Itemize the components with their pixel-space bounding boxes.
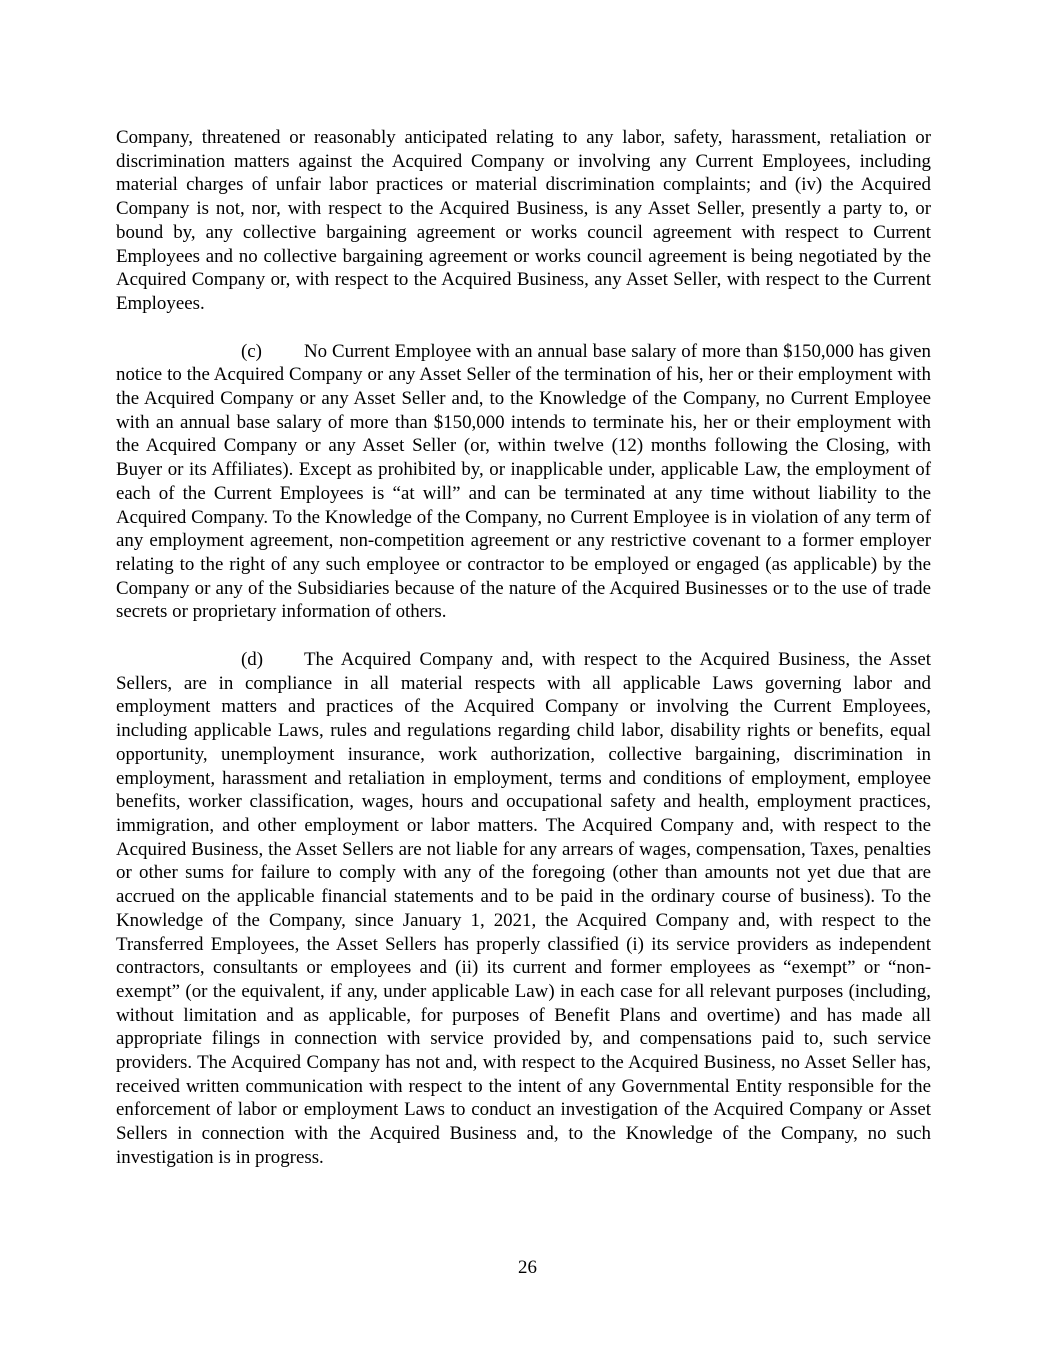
- paragraph-label: (c): [241, 340, 262, 362]
- paragraph-text: Company, threatened or reasonably anticipated relating to any labor, safety, harassment, retaliation or discrimination matters against the Acquired Company or involving any Current Employees, including material charges of unfair labor practices or material discrimination complaints; and (iv) the Acquired Company is not, nor, with respect to the Acquired Business, is any Asset Seller, presently a party to, or bound by, any collective bargaining agreement or works council agreement with respect to Current Employees and no collective bargaining agreement or works council agreement is being negotiated by the Acquired Company or, with respect to the Acquired Business, any Asset Seller, with respect to the Current Employees.: [116, 127, 931, 314]
- paragraph-label: (d): [241, 649, 264, 671]
- paragraph-text: No Current Employee with an annual base salary of more than $150,000 has given notice to the Acquired Company or any Asset Seller of the termination of his, her or their employment with the Acquired Company or any Asset Seller and, to the Knowledge of the Company, no Current Employee with an annual base salary of more than $150,000 intends to terminate his, her or their employment with the Acquired Company or any Asset Seller (or, within twelve (12) months following the Closing, with Buyer or its Affiliates). Except as prohibited by, or inapplicable under, applicable Law, the employment of each of the Current Employees is “at will” and can be terminated at any time without liability to the Acquired Company. To the Knowledge of the Company, no Current Employee is in violation of any term of any employment agreement, non-competition agreement or any restrictive covenant to a former employer relating to the right of any such employee or contractor to be employed or engaged (as applicable) by the Company or any of the Subsidiaries because of the nature of the Acquired Businesses or to the use of trade secrets or proprietary information of others.: [116, 340, 931, 623]
- paragraph-c: [116, 340, 931, 624]
- page-number: 26: [518, 1257, 537, 1278]
- paragraph-continuation: [116, 126, 931, 316]
- document-page: [116, 126, 931, 1194]
- paragraph-text: The Acquired Company and, with respect to the Acquired Business, the Asset Sellers, are in compliance in all material respects with all applicable Laws governing labor and employment matters and practices of the Acquired Company or involving the Current Employees, including applicable Laws, rules and regulations regarding child labor, disability rights or benefits, equal opportunity, unemployment insurance, work authorization, collective bargaining, discrimination in employment, harassment and retaliation in employment, terms and conditions of employment, employee benefits, worker classification, wages, hours and occupational safety and health, employment practices, immigration, and other employment or labor matters. The Acquired Company and, with respect to the Acquired Business, the Asset Sellers are not liable for any arrears of wages, compensation, Taxes, penalties or other sums for failure to comply with any of the foregoing (other than amounts not yet due that are accrued on the applicable financial statements and to be paid in the ordinary course of business). To the Knowledge of the Company, since January 1, 2021, the Acquired Company and, with respect to the Transferred Employees, the Asset Sellers has properly classified (i) its service providers as independent contractors, consultants or employees and (ii) its current and former employees as “exempt” or “non-exempt” (or the equivalent, if any, under applicable Law) in each case for all relevant purposes (including, without limitation and as applicable, for purposes of Benefit Plans and overtime) and has made all appropriate filings in connection with service provided by, and compensations paid to, such service providers. The Acquired Company has not and, with respect to the Acquired Business, no Asset Seller has, received written communication with respect to the intent of any Governmental Entity responsible for the enforcement of labor or employment Laws to conduct an investigation of the Acquired Company or Asset Sellers in connection with the Acquired Business and, to the Knowledge of the Company, no such investigation is in progress.: [116, 649, 931, 1168]
- paragraph-d: [116, 648, 931, 1169]
